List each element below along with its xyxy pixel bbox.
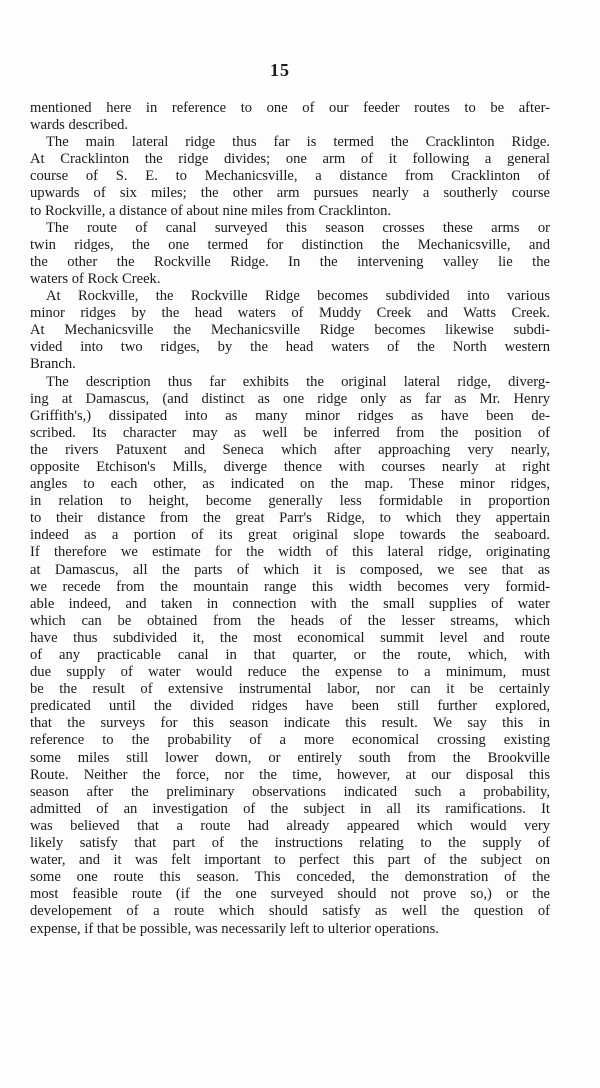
text-line: Branch. xyxy=(30,356,76,373)
text-line: of any practicable canal in that quarter, or the route, which, with xyxy=(30,647,550,663)
text-line: If therefore we estimate for the width of this lateral ridge, originating xyxy=(30,544,550,561)
text-line: developement of a route which should satisfy as well the question of xyxy=(30,903,550,920)
text-line: due supply of water would reduce the expense to a minimum, must xyxy=(30,664,550,681)
text-line: twin ridges, the one termed for distinction the Mechanicsville, and xyxy=(30,236,550,253)
text-line: vided into two ridges, by the head waters of the North western xyxy=(30,339,550,356)
text-line: minor ridges by the head waters of Muddy Creek and Watts Creek. xyxy=(30,305,550,322)
text-line: upwards of six miles; the other arm pursues nearly a southerly course xyxy=(30,185,550,202)
text-line: The route of canal surveyed this season crosses these arms or xyxy=(46,219,550,236)
text-line: The main lateral ridge thus far is termed the Cracklinton Ridge. xyxy=(46,134,550,151)
text-line: was believed that a route had already appeared which would very xyxy=(30,817,550,834)
text-line: to Rockville, a distance of about nine miles from Cracklinton. xyxy=(30,202,392,219)
text-line: course of S. E. to Mechanicsville, a distance from Cracklinton of xyxy=(30,168,550,185)
text-line: opposite Etchison's Mills, diverge thence with courses nearly at right xyxy=(30,458,550,475)
text-line: we recede from the mountain range this width becomes very formid- xyxy=(30,578,550,595)
text-line: at Damascus, all the parts of which it is composed, we see that as xyxy=(30,561,550,578)
page-number: 15 xyxy=(270,60,290,80)
text-line: At Mechanicsville the Mechanicsville Ridge becomes likewise subdi- xyxy=(30,322,550,339)
text-line: indeed as a portion of its great original slope towards the seaboard. xyxy=(30,527,550,544)
text-line: the rivers Patuxent and Seneca which after approaching very nearly, xyxy=(30,441,550,458)
text-line: mentioned here in reference to one of our feeder routes to be after- xyxy=(30,100,550,116)
text-line: the other the Rockville Ridge. In the intervening valley lie the xyxy=(30,253,550,270)
text-line: predicated until the divided ridges have been still further explored, xyxy=(30,698,550,715)
text-line: to their distance from the great Parr's Ridge, to which they appertain xyxy=(30,510,550,527)
text-line: waters of Rock Creek. xyxy=(30,270,161,287)
text-line: be the result of extensive instrumental labor, nor can it be certainly xyxy=(30,681,550,698)
text-line: At Rockville, the Rockville Ridge becomes subdivided into various xyxy=(46,288,550,305)
text-line: likely satisfy that part of the instructions relating to the supply of xyxy=(30,835,550,852)
text-line: that the surveys for this season indicate this result. We say this in xyxy=(30,715,550,732)
text-line: reference to the probability of a more economical crossing existing xyxy=(30,732,550,749)
body-text xyxy=(30,100,550,938)
text-line: scribed. Its character may as well be inferred from the position of xyxy=(30,424,550,441)
text-line: in relation to height, become generally less formidable in proportion xyxy=(30,493,550,510)
text-line: Route. Neither the force, nor the time, however, at our disposal this xyxy=(30,766,550,783)
text-line: wards described. xyxy=(30,117,129,134)
text-line: have thus subdivided it, the most economical summit level and route xyxy=(30,629,550,646)
text-line: ing at Damascus, (and distinct as one ridge only as far as Mr. Henry xyxy=(30,390,550,407)
text-line: some miles still lower down, or entirely south from the Brookville xyxy=(30,749,550,766)
text-line: angles to each other, as indicated on the map. These minor ridges, xyxy=(30,476,550,493)
text-line: some one route this season. This conceded, the demonstration of the xyxy=(30,869,550,886)
text-line: which can be obtained from the heads of the lesser streams, which xyxy=(30,612,550,629)
text-line: season after the preliminary observations indicated such a probability, xyxy=(30,783,550,800)
text-line: admitted of an investigation of the subject in all its ramifications. It xyxy=(30,800,550,817)
text-line: most feasible route (if the one surveyed should not prove so,) or the xyxy=(30,886,550,903)
text-line: Griffith's,) dissipated into as many minor ridges as have been de- xyxy=(30,407,550,424)
text-line: expense, if that be possible, was necessarily left to ulterior operations. xyxy=(30,920,439,937)
text-line: able indeed, and taken in connection with the small supplies of water xyxy=(30,595,550,612)
text-line: The description thus far exhibits the original lateral ridge, diverg- xyxy=(46,373,550,390)
text-line: water, and it was felt important to perfect this part of the subject on xyxy=(30,852,550,869)
text-line: At Cracklinton the ridge divides; one arm of it following a general xyxy=(30,151,550,168)
